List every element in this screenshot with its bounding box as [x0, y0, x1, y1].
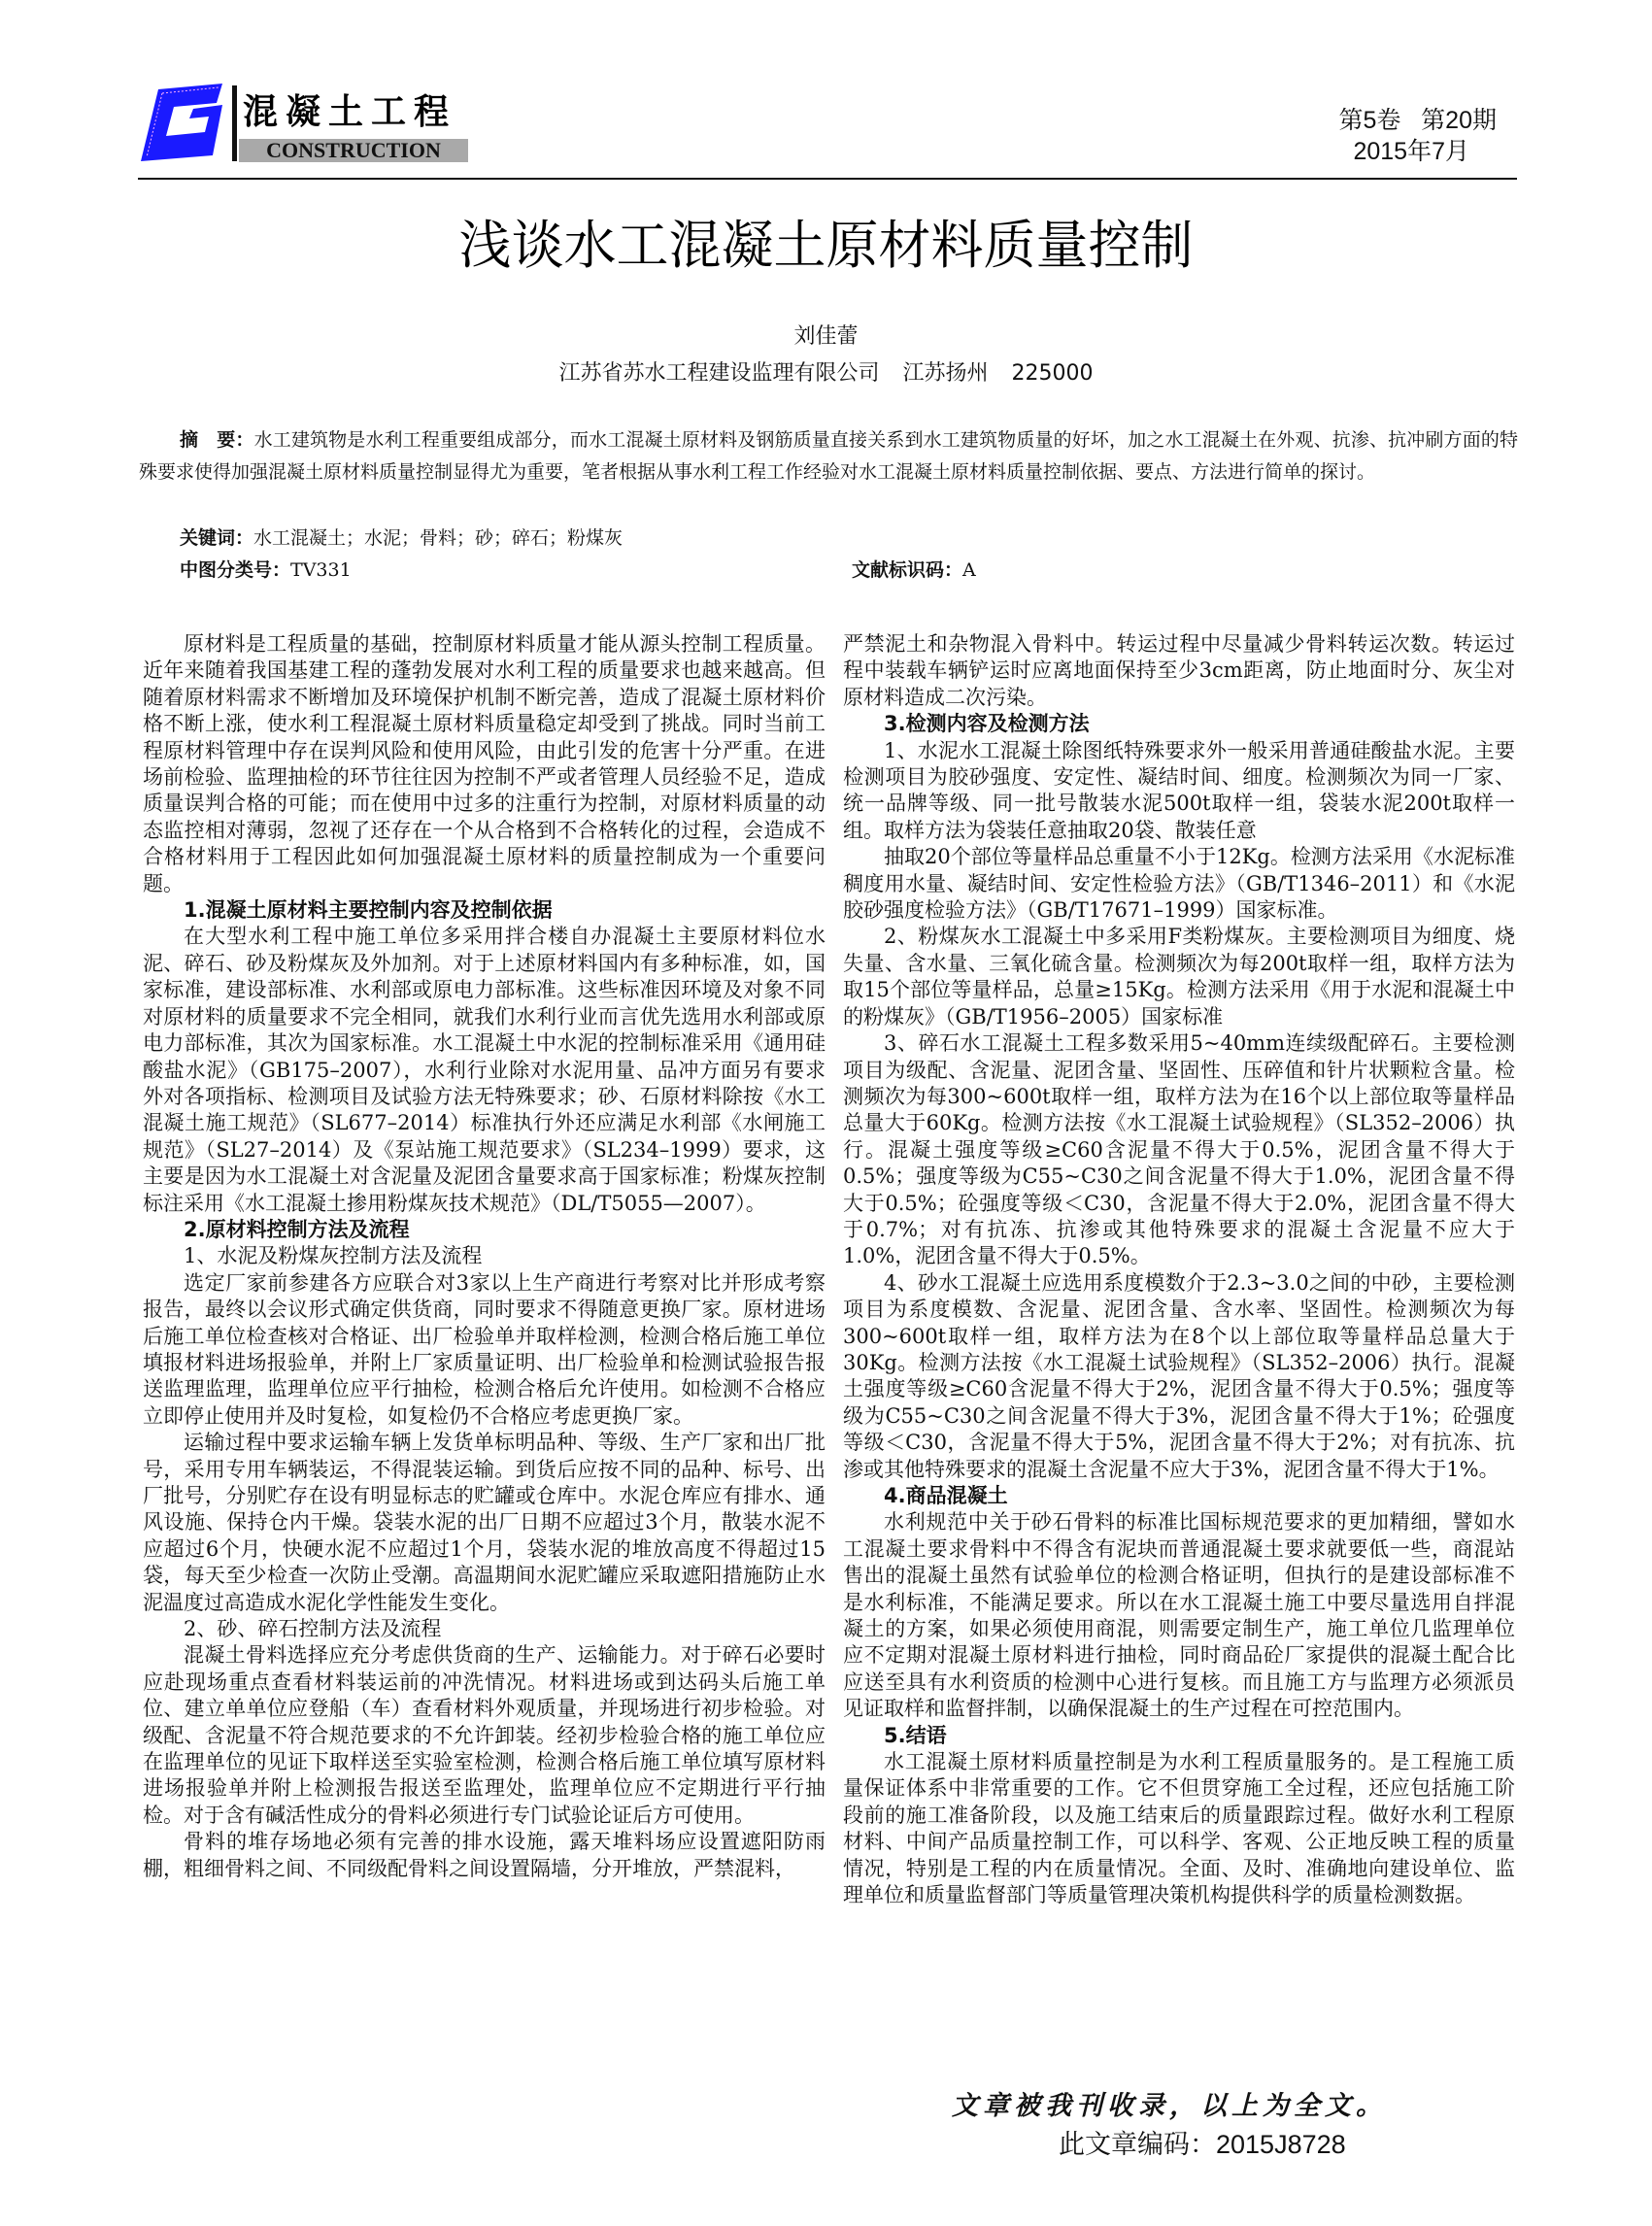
section-heading: 4.商品混凝土	[884, 1484, 1008, 1507]
end-note: 文章被我刊收录，以上为全文。	[952, 2091, 1387, 2121]
paragraph: 原材料是工程质量的基础，控制原材料质量才能从源头控制工程质量。近年来随着我国基建工程的蓬勃发展对水利工程的质量要求也越来越高。但随着原材料需求不断增加及环境保护机制不断完善，造成了混凝土原材料价格不断上涨，使水利工程混凝土原材料质量稳定却受到了挑战。同时当前工程原材料管理中存在误判风险和使用风险，由此引发的危害十分严重。在进场前检验、监理抽检的环节往往因为控制不严或者管理人员经验不足，造成质量误判合格的可能；而在使用中过多的注重行为控制，对原材料质量的动态监控相对薄弱，忽视了还存在一个从合格到不合格转化的过程，会造成不合格材料用于工程因此如何加强混凝土原材料的质量控制成为一个重要问题。	[143, 632, 826, 895]
paragraph: 4、砂水工混凝土应选用系度模数介于2.3~3.0之间的中砂，主要检测项目为系度模数、含泥量、泥团含量、含水率、坚固性。检测频次为每300~600t取样一组，取样方法为在8个以上部位取等量样品总量大于30Kg。检测方法按《水工混凝土试验规程》（SL352–2006）执行。混凝土强度等级≥C60含泥量不得大于2%，泥团含量不得大于0.5%；强度等级为C55~C30之间含泥量不得大于3%，泥团含量不得大于1%；砼强度等级＜C30，含泥量不得大于5%，泥团含量不得大于2%；对有抗冻、抗渗或其他特殊要求的混凝土含泥量不应大于3%，泥团含量不得大于1%。	[843, 1270, 1515, 1481]
section-heading: 2.原材料控制方法及流程	[184, 1217, 410, 1241]
paragraph: 抽取20个部位等量样品总重量不小于12Kg。检测方法采用《水泥标准稠度用水量、凝结时间、安定性检验方法》（GB/T1346–2011）和《水泥胶砂强度检验方法》（GB/T17671–1999）国家标准。	[843, 845, 1515, 923]
journal-logo-mark	[141, 84, 222, 161]
volume-issue: 第5卷 第20期	[1338, 107, 1497, 134]
affiliation	[0, 360, 1652, 388]
paragraph: 运输过程中要求运输车辆上发货单标明品种、等级、生产厂家和出厂批号，采用专用车辆装运，不得混装运输。到货后应按不同的品种、标号、出厂批号，分别贮存在设有明显标志的贮罐或仓库中。水泥仓库应有排水、通风设施、保持仓内干燥。袋装水泥的出厂日期不应超过3个月，散装水泥不应超过6个月，快硬水泥不应超过1个月，袋装水泥的堆放高度不得超过15袋，每天至少检查一次防止受潮。高温期间水泥贮罐应采取遮阳措施防止水泥温度过高造成水泥化学性能发生变化。	[143, 1431, 826, 1614]
section-heading: 1.混凝土原材料主要控制内容及控制依据	[184, 898, 553, 923]
document-code-label: 文献标识码：	[852, 559, 963, 581]
paragraph: 严禁泥土和杂物混入骨料中。转运过程中尽量减少骨料转运次数。转运过程中装载车辆铲运时应离地面保持至少3cm距离，防止地面时分、灰尘对原材料造成二次污染。	[843, 632, 1515, 709]
keywords-label: 关键词：	[180, 527, 254, 549]
paragraph: 选定厂家前参建各方应联合对3家以上生产商进行考察对比并形成考察报告，最终以会议形式确定供货商，同时要求不得随意更换厂家。原材进场后施工单位检查核对合格证、出厂检验单并取样检测，检测合格后施工单位填报材料进场报验单，并附上厂家质量证明、出厂检验单和检测试验报告报送监理监理，监理单位应平行抽检，检测合格后允许使用。如检测不合格应立即停止使用并及时复检，如复检仍不合格应考虑更换厂家。	[143, 1270, 826, 1428]
classification-value: TV331	[290, 559, 352, 581]
keywords	[180, 523, 623, 555]
header-rule	[138, 178, 1517, 180]
paragraph: 水利规范中关于砂石骨料的标准比国标规范要求的更加精细，譬如水工混凝土要求骨料中不得含有泥块而普通混凝土要求就要低一些，商混站售出的混凝土虽然有试验单位的检测合格证明，但执行的是建设部标准不是水利标准，不能满足要求。所以在水工混凝土施工中要尽量选用自拌混凝土的方案，如果必须使用商混，则需要定制生产，施工单位几监理单位应不定期对混凝土原材料进行抽检，同时商品砼厂家提供的混凝土配合比应送至具有水利资质的检测中心进行复核。而且施工方与监理方必须派员见证取样和监督拌制，以确保混凝土的生产过程在可控范围内。	[843, 1510, 1515, 1721]
section-heading: 3.检测内容及检测方法	[884, 712, 1090, 736]
issue-date: 2015年7月	[1353, 138, 1469, 165]
paragraph: 水工混凝土原材料质量控制是为水利工程质量服务的。是工程施工质量保证体系中非常重要的工作。它不但贯穿施工全过程，还应包括施工阶段前的施工准备阶段，以及施工结束后的质量跟踪过程。做好水利工程原材料、中间产品质量控制工作，可以科学、客观、公正地反映工程的质量情况，特别是工程的内在质量情况。全面、及时、准确地向建设单位、监理单位和质量监督部门等质量管理决策机构提供科学的质量检测数据。	[843, 1750, 1515, 1907]
paragraph: 2、砂、碎石控制方法及流程	[184, 1617, 442, 1641]
classification	[180, 555, 352, 587]
article-code	[1059, 2129, 1346, 2160]
paragraph: 1、水泥水工混凝土除图纸特殊要求外一般采用普通硅酸盐水泥。主要检测项目为胶砂强度、安定性、凝结时间、细度。检测频次为同一厂家、统一品牌等级、同一批号散装水泥500t取样一组，袋装水泥200t取样一组。取样方法为袋装任意抽取20袋、散装任意	[843, 738, 1515, 842]
paragraph: 在大型水利工程中施工单位多采用拌合楼自办混凝土主要原材料位水泥、碎石、砂及粉煤灰及外加剂。对于上述原材料国内有多种标准，如，国家标准，建设部标准、水利部或原电力部标准。这些标准因环境及对象不同对原材料的质量要求不完全相同，就我们水利行业而言优先选用水利部或原电力部标准，其次为国家标准。水工混凝土中水泥的控制标准采用《通用硅酸盐水泥》（GB175–2007），水利行业除对水泥用量、品冲方面另有要求外对各项指标、检测项目及试验方法无特殊要求；砂、石原材料除按《水工混凝土施工规范》（SL677–2014）标准执行外还应满足水利部《水闸施工规范》（SL27–2014）及《泵站施工规范要求》（SL234–1999）要求，这主要是因为水工混凝土对含泥量及泥团含量要求高于国家标准；粉煤灰控制标注采用《水工混凝土掺用粉煤灰技术规范》（DL/T5055—2007）。	[143, 925, 826, 1215]
classification-label: 中图分类号：	[180, 559, 291, 581]
article-code-label: 此文章编码：	[1059, 2130, 1216, 2159]
logo-g-icon	[141, 84, 222, 161]
paragraph: 3、碎石水工混凝土工程多数采用5~40mm连续级配碎石。主要检测项目为级配、含泥量、泥团含量、坚固性、压碎值和针片状颗粒含量。检测频次为每300~600t取样一组，取样方法为在16个以上部位取等量样品总量大于60Kg。检测方法按《水工混凝土试验规程》（SL352–2006）执行。混凝土强度等级≥C60含泥量不得大于0.5%，泥团含量不得大于0.5%；强度等级为C55~C30之间含泥量不得大于1.0%，泥团含量不得大于0.5%；砼强度等级＜C30，含泥量不得大于2.0%，泥团含量不得大于0.7%；对有抗冻、抗渗或其他特殊要求的混凝土含泥量不应大于1.0%，泥团含量不得大于0.5%。	[843, 1031, 1515, 1268]
section-heading: 5.结语	[884, 1723, 947, 1747]
author: 刘佳蕾	[793, 324, 859, 349]
document-code-value: A	[962, 559, 976, 581]
document-code	[852, 555, 976, 587]
issue-info	[1205, 105, 1497, 167]
affiliation-postcode: 225000	[1011, 361, 1094, 386]
journal-name-cn: 混凝土工程	[243, 92, 457, 132]
logo-divider	[232, 85, 237, 161]
paragraph: 混凝土骨料选择应充分考虑供货商的生产、运输能力。对于碎石必要时应赴现场重点查看材料装运前的冲洗情况。材料进场或到达码头后施工单位、建立单单位应登船（车）查看材料外观质量，并现场进行初步检验。对级配、含泥量不符合规范要求的不允许卸装。经初步检验合格的施工单位应在监理单位的见证下取样送至实验室检测，检测合格后施工单位填写原材料进场报验单并附上检测报告报送至监理处，监理单位应不定期进行平行抽检。对于含有碱活性成分的骨料必须进行专门试验论证后方可使用。	[143, 1643, 826, 1827]
paragraph: 骨料的堆存场地必须有完善的排水设施，露天堆料场应设置遮阳防雨棚，粗细骨料之间、不同级配骨料之间设置隔墙，分开堆放，严禁混料，	[143, 1830, 826, 1880]
article-code-value: 2015J8728	[1216, 2130, 1346, 2159]
affiliation-org: 江苏省苏水工程建设监理有限公司	[558, 361, 880, 386]
journal-name-en: CONSTRUCTION	[239, 139, 468, 162]
abstract-text: 水工建筑物是水利工程重要组成部分，而水工混凝土原材料及钢筋质量直接关系到水工建筑物质量的好坏，加之水工混凝土在外观、抗渗、抗冲刷方面的特殊要求使得加强混凝土原材料质量控制显得尤为重要，笔者根据从事水利工程工作经验对水工混凝土原材料质量控制依据、要点、方法进行简单的探讨。	[139, 429, 1518, 483]
abstract-label: 摘 要：	[180, 429, 254, 451]
paragraph: 2、粉煤灰水工混凝土中多采用F类粉煤灰。主要检测项目为细度、烧失量、含水量、三氧化硫含量。检测频次为每200t取样一组，取样方法为取15个部位等量样品，总量≥15Kg。检测方法采用《用于水泥和混凝土中的粉煤灰》（GB/T1956–2005）国家标准	[843, 925, 1515, 1029]
affiliation-city: 江苏扬州	[902, 361, 989, 386]
paragraph: 1、水泥及粉煤灰控制方法及流程	[184, 1244, 483, 1268]
article-title: 浅谈水工混凝土原材料质量控制	[458, 215, 1194, 276]
body-column-left	[143, 631, 826, 1882]
keywords-text: 水工混凝土；水泥；骨料；砂；碎石；粉煤灰	[253, 527, 624, 549]
body-column-right	[843, 631, 1515, 1909]
abstract	[139, 424, 1518, 489]
